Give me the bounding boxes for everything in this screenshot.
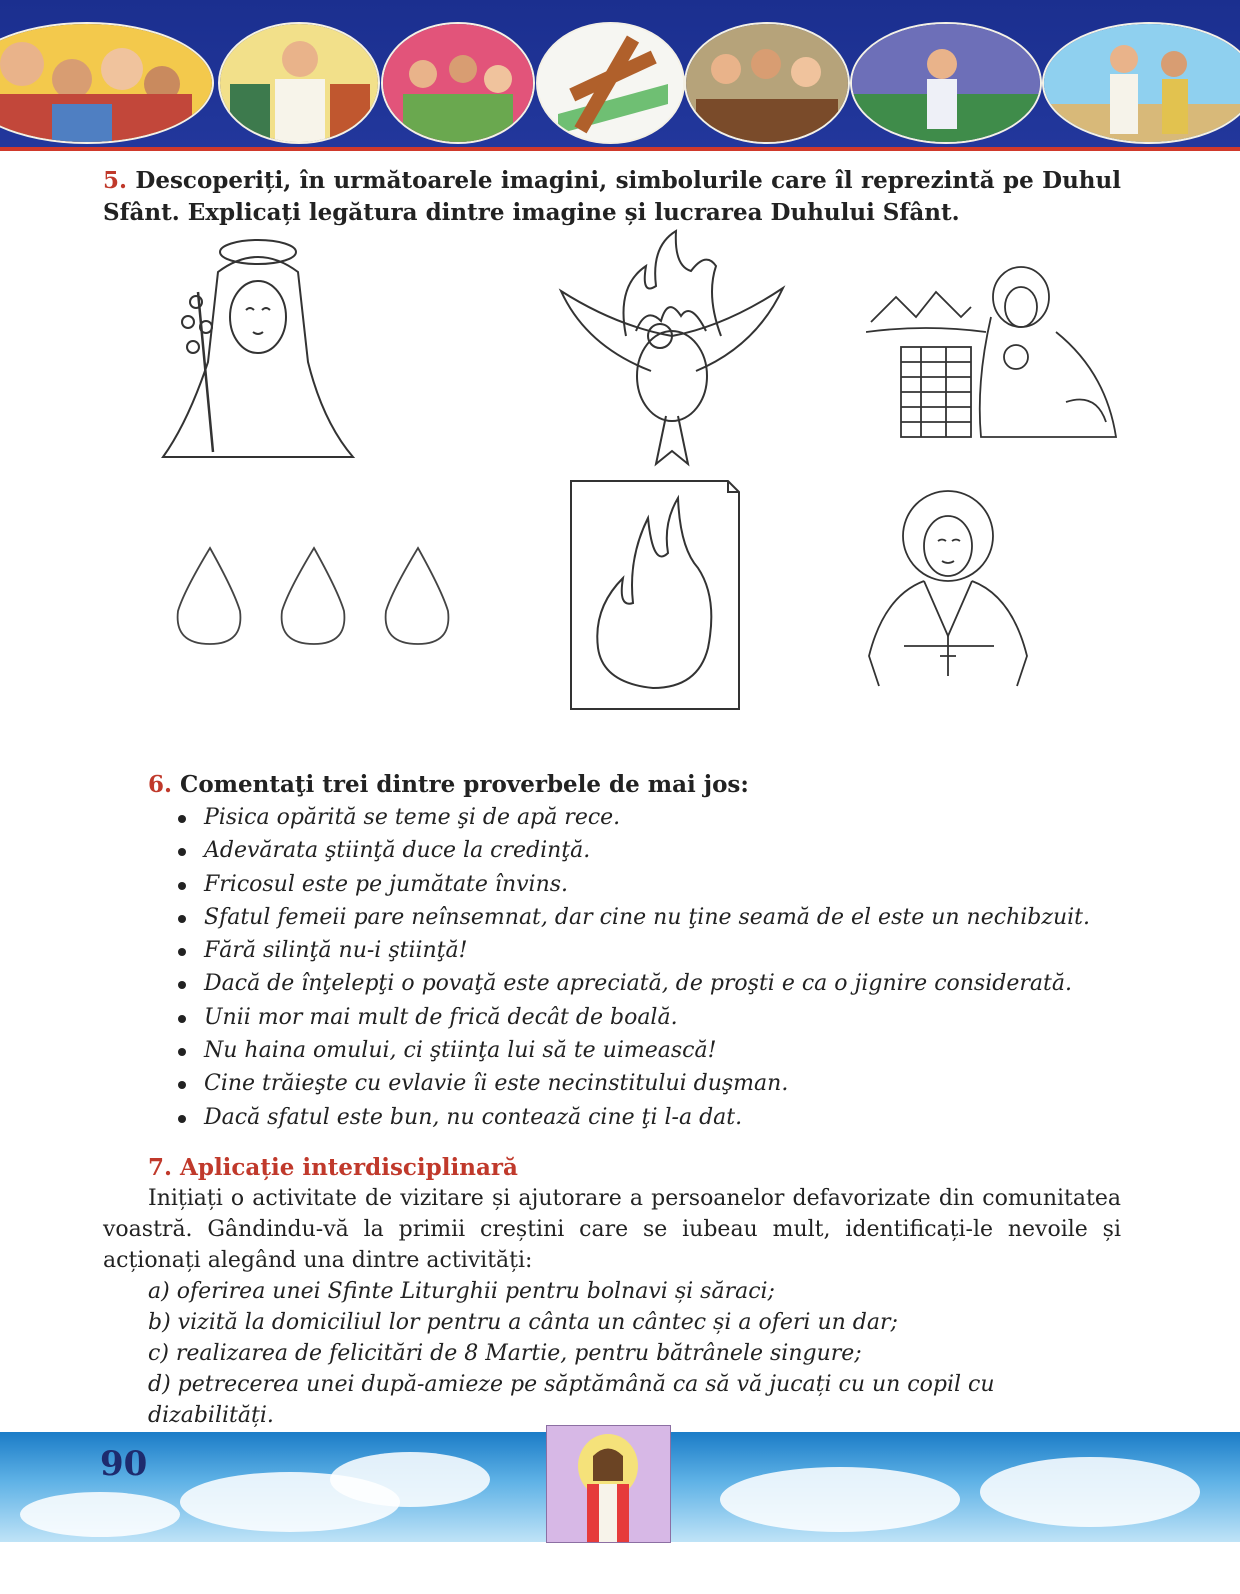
water-drop-1: [178, 548, 241, 644]
water-drop-2: [282, 548, 345, 644]
medallion-jesus-with-apostles: [218, 22, 380, 144]
water-drop-3: [386, 548, 449, 644]
cloud: [720, 1467, 960, 1532]
image-flame-on-paper: [568, 478, 742, 712]
image-pope-portrait: [864, 486, 1032, 696]
exercise-5-text: Descoperiți, în următoarele imagini, simbolurile care îl reprezintă pe Duhul Sfânt. Explicați legătura dintre imagine și lucrarea Duhului Sfânt.: [103, 167, 1121, 226]
proverb-item: Unii mor mai mult de frică decât de boală.: [204, 1001, 1128, 1034]
proverb-item: Dacă sfatul este bun, nu contează cine ţi l-a dat.: [204, 1101, 1128, 1134]
proverb-item: Adevărata ştiinţă duce la credinţă.: [204, 834, 1128, 867]
footer-jesus-image: [546, 1425, 671, 1543]
medallion-jesus-walking: [1042, 22, 1240, 144]
image-madonna-with-child-pyramids: [866, 262, 1118, 438]
exercise-7-option-a: a) oferirea unei Sfinte Liturghii pentru bolnavi și săraci;: [148, 1279, 775, 1304]
header-banner: [0, 0, 1240, 151]
exercise-5: [103, 165, 1121, 229]
medallion-last-supper: [684, 22, 850, 144]
image-dove-with-flames: [556, 226, 788, 468]
exercise-7-option-b: b) vizită la domiciliul lor pentru a cânta un cântec și a oferi un dar;: [148, 1310, 898, 1335]
medallion-storm-scene: [850, 22, 1042, 144]
proverb-item: Fără silinţă nu-i ştiinţă!: [204, 934, 1128, 967]
page-number: 90: [100, 1444, 148, 1484]
exercise-7-title: 7. Aplicație interdisciplinară: [148, 1154, 518, 1181]
medallion-crowd-praying: [381, 22, 535, 144]
proverb-item: Pisica opărită se teme şi de apă rece.: [204, 801, 1128, 834]
cloud: [20, 1492, 180, 1537]
exercise-7: [103, 1152, 1121, 1431]
proverb-item: Nu haina omului, ci ştiinţa lui să te uimească!: [204, 1034, 1128, 1067]
exercise-6-number: 6.: [148, 771, 173, 798]
proverb-item: Cine trăieşte cu evlavie îi este necinstitului duşman.: [204, 1067, 1128, 1100]
medallion-cross: [536, 22, 685, 144]
exercise-7-option-c: c) realizarea de felicitări de 8 Martie, pentru bătrânele singure;: [148, 1341, 862, 1366]
cloud: [980, 1457, 1200, 1527]
image-saint-woman-with-lily: [158, 232, 358, 458]
medallion-family-scene: [0, 22, 214, 144]
exercise-7-intro: Inițiați o activitate de vizitare și ajutorare a persoanelor defavorizate din comunitatea voastră. Gândindu-vă la primii creștini care se iubeau mult, identificați-le nevoile și acționați alegând una dintre activități:: [103, 1186, 1121, 1273]
proverb-item: Dacă de înţelepţi o povaţă este apreciată, de proşti e ca o jignire considerată.: [204, 967, 1128, 1000]
proverb-item: Fricosul este pe jumătate învins.: [204, 868, 1128, 901]
proverb-item: Sfatul femeii pare neînsemnat, dar cine nu ţine seamă de el este un nechibzuit.: [204, 901, 1128, 934]
exercise-6-title: Comentaţi trei dintre proverbele de mai jos:: [180, 771, 749, 798]
exercise-5-number: 5.: [103, 167, 128, 194]
cloud: [330, 1452, 490, 1507]
exercise-6: [148, 768, 1128, 1134]
exercise-7-option-d: d) petrecerea unei după-amieze pe săptămână ca să vă jucați cu un copil cu dizabilități.: [148, 1372, 995, 1428]
image-water-drops: [174, 546, 454, 646]
exercise-6-heading: [148, 768, 1128, 801]
proverbs-list: [148, 801, 1128, 1134]
